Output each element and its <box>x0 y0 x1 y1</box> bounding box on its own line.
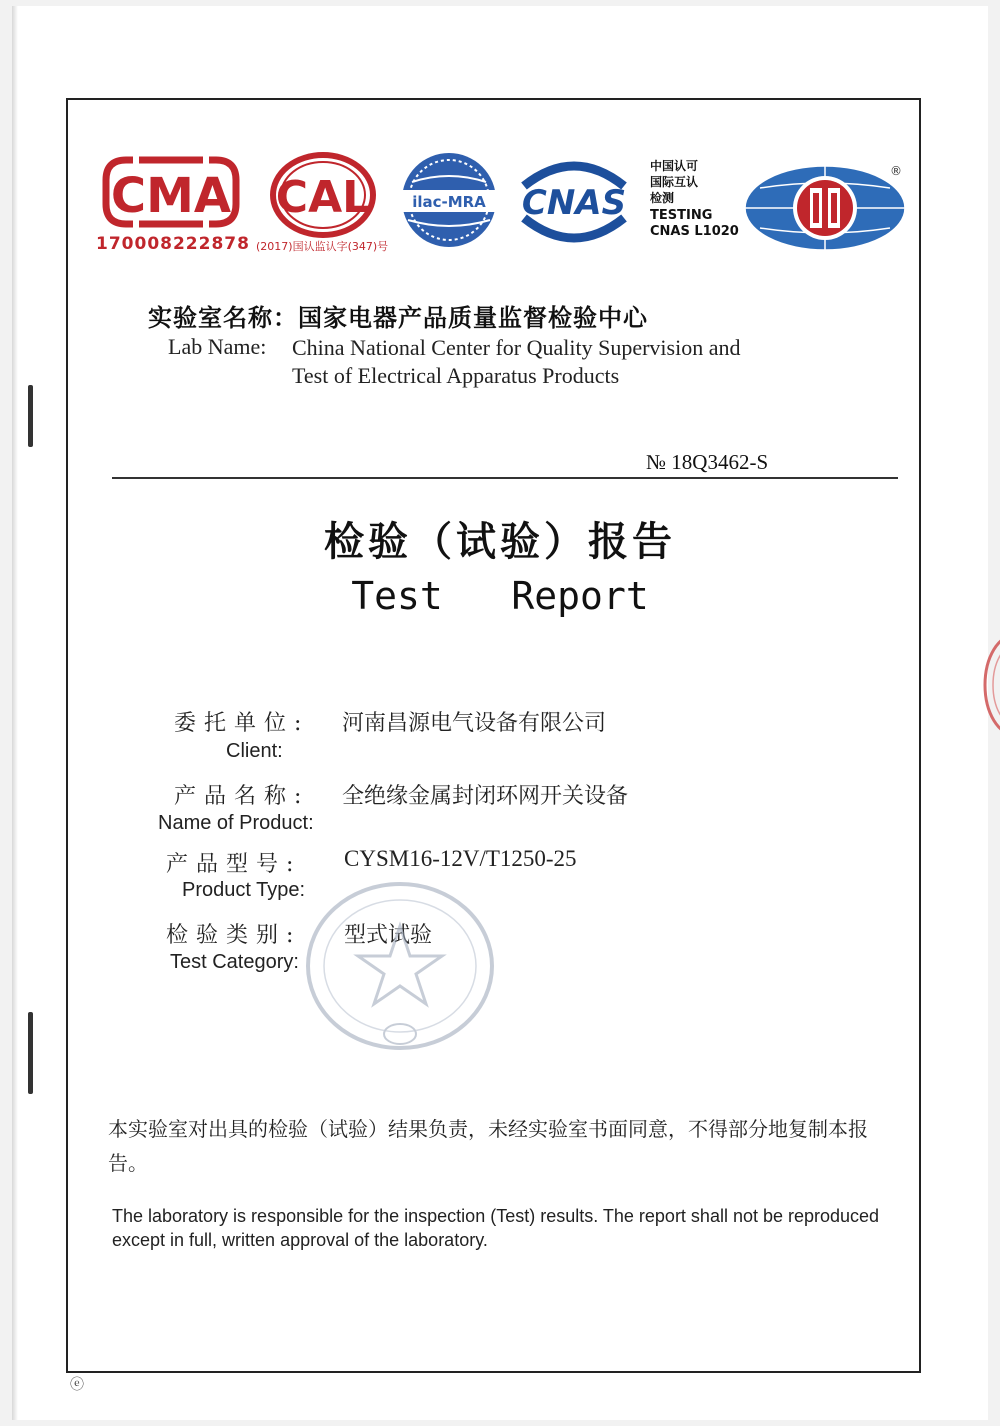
product-type-label-cn: 产品型号: <box>166 852 302 877</box>
ilac-logo-text: ilac-MRA <box>412 193 486 211</box>
report-title-cn: 检验（试验）报告 <box>324 519 676 565</box>
cal-logo <box>268 150 378 240</box>
disclaimer-cn: 本实验室对出具的检验（试验）结果负责，未经实验室书面同意，不得部分地复制本报告。 <box>108 1117 868 1175</box>
product-type-label-en: Product Type: <box>182 879 306 901</box>
accreditation-line: 国际互认 <box>650 175 699 189</box>
binder-hole-mark <box>28 385 33 447</box>
globe-certification-logo <box>740 160 910 256</box>
test-category-label-cn: 检验类别: <box>166 923 302 948</box>
cma-logo <box>96 152 246 232</box>
client-label-cn: 委托单位: <box>174 711 310 736</box>
accreditation-line: 中国认可 <box>650 159 699 173</box>
cma-logo-text: CMA <box>110 168 232 224</box>
disclaimer-en: The laboratory is responsible for the inspection (Test) results. The report shall not be reproduced except in full, written approval of the laboratory. <box>112 1206 880 1250</box>
cal-caption: (2017)国认监认字(347)号 <box>256 240 389 253</box>
cnas-logo-text: CNAS <box>521 183 627 223</box>
product-name-label-en: Name of Product: <box>158 812 314 834</box>
cal-logo-text: CAL <box>275 172 371 223</box>
cnas-logo <box>514 156 634 246</box>
registered-mark: ® <box>890 164 902 178</box>
client-label-en: Client: <box>226 740 283 762</box>
cma-number: 170008222878 <box>96 234 250 254</box>
page-edge-shadow <box>12 6 18 1420</box>
accreditation-line: 检测 <box>650 191 675 205</box>
ilac-mra-logo <box>398 150 500 250</box>
report-title-en: Test Report <box>351 574 649 618</box>
accreditation-line: TESTING <box>650 208 713 223</box>
accreditation-line: CNAS L1020 <box>650 224 739 239</box>
edge-seal-fragment <box>975 630 1000 740</box>
lab-name-cn: 实验室名称：国家电器产品质量监督检验中心 <box>148 304 648 332</box>
client-value: 河南昌源电气设备有限公司 <box>342 711 607 736</box>
test-category-label-en: Test Category: <box>170 951 299 973</box>
accreditation-text <box>650 158 739 240</box>
product-type-value: CYSM16-12V/T1250-25 <box>344 846 577 871</box>
header-divider <box>112 477 898 479</box>
official-seal-stamp <box>300 876 500 1056</box>
footer-mark: ⓔ <box>70 1377 84 1393</box>
product-name-label-cn: 产品名称: <box>174 784 310 809</box>
report-number: № 18Q3462-S <box>646 450 769 474</box>
lab-name-label: Lab Name: <box>168 334 267 359</box>
binder-hole-mark <box>28 1012 33 1094</box>
lab-name-en: China National Center for Quality Supervision and Test of Electrical Apparatus Products <box>292 335 741 388</box>
product-name-value: 全绝缘金属封闭环网开关设备 <box>342 784 629 809</box>
test-category-value: 型式试验 <box>344 923 433 948</box>
